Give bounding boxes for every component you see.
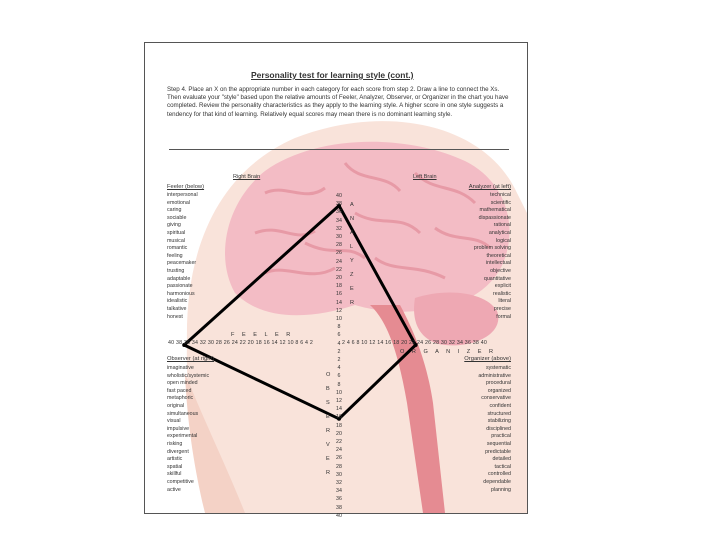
organizer-trait: stabilizing [487,418,511,425]
axis-letter: S [326,400,330,406]
axis-letter: V [326,442,330,448]
organizer-trait: detailed [492,456,511,463]
observer-trait: fast paced [167,387,192,394]
organizer-trait: confident [489,402,511,409]
axis-letter: E [326,414,330,420]
analyzer-trait: theoretical [486,252,511,259]
scale-number: 24 [336,447,342,454]
scale-number: 36 [336,209,342,216]
scale-number: 40 [336,512,342,519]
feeler-trait: idealistic [167,298,188,305]
scale-number: 12 [336,398,342,405]
scale-number: 28 [336,463,342,470]
scale-number: 38 [336,504,342,511]
axis-letter: E [350,286,354,292]
organizer-trait: predictable [485,448,511,455]
scale-number: 36 [336,496,342,503]
scale-number: 22 [336,439,342,446]
right-brain-label: Right Brain [233,174,261,180]
divider [169,149,509,150]
scale-number: 6 [337,373,341,380]
axis-letter: Z [350,272,354,278]
scale-number: 32 [336,225,342,232]
analyzer-trait: explicit [494,283,511,290]
observer-trait: visual [167,418,181,425]
scale-number: 14 [336,299,342,306]
feeler-trait: musical [167,237,185,244]
feeler-axis-word: F E E L E R [231,332,294,338]
feeler-trait: emotional [167,199,190,206]
feeler-trait: passionate [167,283,193,290]
organizer-trait: tactical [494,463,511,470]
scale-number: 8 [337,381,341,388]
axis-letter: N [350,216,355,222]
scale-number: 24 [336,258,342,265]
scale-number: 34 [336,217,342,224]
horizontal-scale-right: 2 4 6 8 10 12 14 16 18 20 22 24 26 28 30 32 34 36 38 40 [342,340,488,346]
observer-traits [167,365,209,494]
organizer-trait: disciplined [486,425,511,432]
analyzer-trait: technical [490,192,511,198]
scale-number: 30 [336,234,342,241]
observer-trait: competitive [167,478,194,485]
axis-letter: Y [350,258,354,264]
axis-letter: R [326,428,331,434]
feeler-trait: caring [167,207,182,214]
observer-trait: open minded [167,380,198,387]
scale-number: 16 [336,291,342,298]
axis-letter: R [350,300,355,306]
vertical-scale-top [333,192,345,356]
scale-number: 16 [336,414,342,421]
analyzer-trait: problem solving [473,245,511,252]
vertical-scale-bottom [333,356,345,520]
observer-trait: metaphoric [167,395,194,402]
organizer-trait: conservative [481,395,511,402]
step-instructions: Step 4. Place an X on the appropriate number in each category for each score from step 2. Draw a line to connect the Xs. Then evaluate your "style" based upon the relative amounts of Feeler, Analyzer, Observer, or Organizer in the chart you have completed. Review the personality characteristics as they apply to the learning style. A higher score in one style suggests a tendency for that kind of learning. Relatively equal scores may mean there is no dominant learning style. [167,86,509,118]
axis-letter: A [350,230,354,236]
observer-heading: Observer (at right) [167,356,215,362]
observer-trait: impulsive [167,425,190,432]
worksheet-page [144,42,528,519]
horizontal-scale-left: 40 38 36 34 32 30 28 26 24 22 20 18 16 14 12 10 8 6 4 2 [168,340,314,346]
analyzer-traits [474,192,511,321]
feeler-heading: Feeler (below) [167,184,205,190]
feeler-trait: spiritual [167,229,186,236]
scale-number: 4 [337,340,341,347]
observer-trait: spatial [167,463,183,470]
axis-letter: O [326,372,331,378]
scale-number: 8 [337,324,341,331]
organizer-trait: sequential [486,440,511,447]
organizer-trait: controlled [488,471,511,478]
organizer-trait: planning [490,486,511,493]
axis-letter: R [326,470,331,476]
organizer-trait: practical [491,433,511,440]
scale-number: 26 [336,455,342,462]
analyzer-trait: realistic [493,290,511,297]
scale-number: 26 [336,250,342,257]
scale-number: 10 [336,389,342,396]
scale-number: 20 [336,430,342,437]
left-brain-label: Left Brain [413,174,437,180]
scale-number: 34 [336,488,342,495]
scale-number: 18 [336,283,342,290]
organizer-trait: organized [487,387,511,394]
feeler-traits [167,192,198,321]
scale-number: 40 [336,193,342,199]
scale-number: 20 [336,275,342,282]
observer-trait: imaginative [167,365,194,371]
axis-letter: E [326,456,330,462]
feeler-trait: peacemaker [167,260,197,267]
axis-letter: A [350,202,354,208]
organizer-trait: systematic [485,365,511,371]
feeler-trait: giving [167,222,181,229]
organizer-axis-word: O R G A N I Z E R [400,349,497,355]
observer-trait: skillful [167,471,182,478]
observer-trait: artistic [167,456,183,463]
organizer-trait: administrative [478,372,511,379]
page-title: Personality test for learning style (cont.) [251,70,414,80]
analyzer-trait: objective [490,267,511,274]
observer-trait: experimental [167,433,198,440]
observer-trait: active [167,486,181,493]
analyzer-trait: intellectual [485,260,511,267]
analyzer-trait: logical [495,237,511,244]
analyzer-trait: dispassionate [478,214,511,221]
scale-number: 10 [336,316,342,323]
axis-letter: L [350,244,354,250]
analyzer-trait: precise [493,305,511,312]
scale-number: 28 [336,242,342,249]
analyzer-trait: quantitative [483,275,511,282]
scale-number: 6 [337,332,341,339]
scale-number: 14 [336,406,342,413]
scale-number: 22 [336,266,342,273]
observer-trait: original [167,402,185,409]
analyzer-trait: formal [496,313,511,320]
analyzer-trait: rational [493,222,511,229]
analyzer-trait: analytical [488,229,511,236]
analyzer-heading: Analyzer (at left) [468,184,511,190]
feeler-trait: trusting [167,267,185,274]
scale-number: 2 [337,357,341,363]
organizer-trait: dependable [483,478,511,485]
observer-trait: risking [167,440,183,447]
feeler-trait: interpersonal [167,192,198,198]
organizer-trait: procedural [485,380,511,387]
feeler-trait: harmonious [167,290,195,297]
observer-trait: wholistic/systemic [167,372,210,379]
feeler-trait: feeling [167,252,183,259]
observer-trait: divergent [167,448,189,455]
scale-number: 12 [336,307,342,314]
feeler-trait: sociable [167,214,187,221]
scale-number: 32 [336,480,342,487]
observer-trait: simultaneous [167,410,199,417]
feeler-trait: talkative [167,305,187,312]
analyzer-trait: mathematical [479,207,511,214]
feeler-trait: romantic [167,245,188,252]
scale-number: 18 [336,422,342,429]
scale-number: 38 [336,201,342,208]
analyzer-trait: scientific [490,199,511,206]
feeler-trait: honest [167,313,183,320]
organizer-trait: structured [487,410,511,417]
feeler-trait: adaptable [167,275,191,282]
analyzer-trait: literal [498,298,511,305]
organizer-traits [478,365,511,494]
scale-number: 2 [337,348,341,355]
scale-number: 30 [336,471,342,478]
organizer-heading: Organizer (above) [464,356,511,362]
axis-letter: B [326,386,330,392]
scale-number: 4 [337,365,341,372]
